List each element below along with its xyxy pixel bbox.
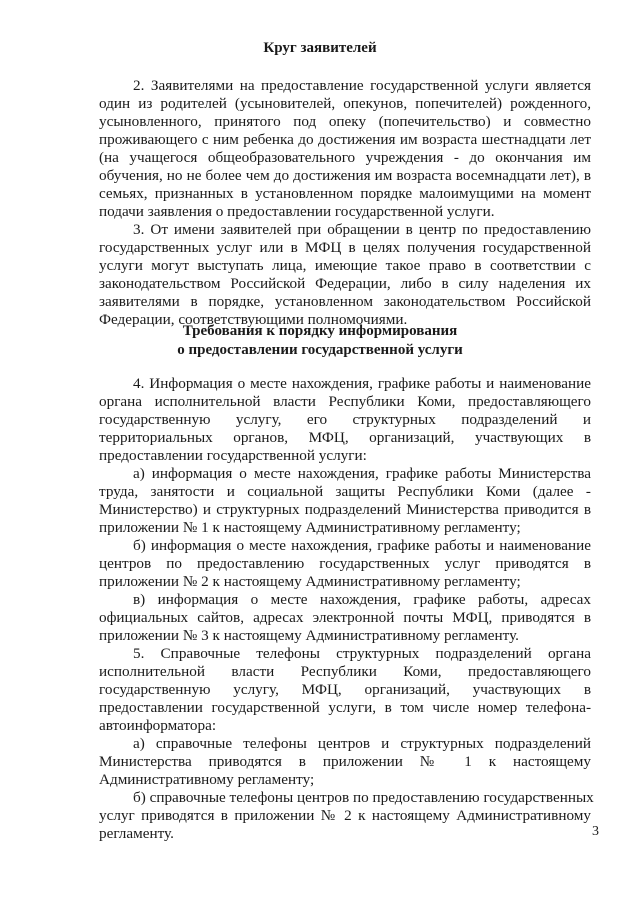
text-line: Административному регламенту; [99,771,315,788]
text-line: государственную услугу, МФЦ, организаций, участвующих в [99,681,591,698]
text-line: приложении № 1 к настоящему Административному регламенту; [99,519,521,536]
section-heading: о предоставлении государственной услуги [177,342,463,358]
text-line: (на учащегося общеобразовательного учреждения - до окончания им [99,149,591,166]
text-line: труда, занятости и социальной защиты Республики Коми (далее - [99,483,591,500]
text-line: 5. Справочные телефоны структурных подразделений органа [133,645,591,662]
text-line: регламенту. [99,825,174,842]
text-line: территориальных органов, МФЦ, организаций, участвующих в [99,429,591,446]
text-line: проживающего с ним ребенка до достижения им возраста шестнадцати лет [99,131,591,148]
text-line: семьях, признанных в установленном порядке малоимущими на момент [99,185,591,202]
text-line: государственных услуг или в МФЦ в целях получения государственной [99,239,591,256]
text-line: органа исполнительной власти Республики Коми, предоставляющего [99,393,591,410]
text-line: один из родителей (усыновителей, опекунов, попечителей) рожденного, [99,95,591,112]
text-line: центров по предоставлению государственных услуг приводятся в [99,555,591,572]
text-line: приложении № 2 к настоящему Административному регламенту; [99,573,521,590]
section-heading: Требования к порядку информирования [182,323,458,339]
text-line: усыновленного, принятого под опеку (попечительство) и совместно [99,113,591,130]
text-line: услуг приводятся в приложении № 2 к настоящему Административному [99,807,591,824]
text-line: предоставлении государственной услуги: [99,447,367,464]
text-line: а) информация о месте нахождения, графике работы Министерства [133,465,591,482]
text-line: б) информация о месте нахождения, графике работы и наименование [133,537,591,554]
text-line: обучения, но не более чем до достижения им возраста восемнадцати лет), в [99,167,591,184]
text-line: в) информация о месте нахождения, графике работы, адресах [133,591,591,608]
text-line: Министерство) и структурных подразделений Министерства приводится в [99,501,591,518]
text-line: 4. Информация о месте нахождения, графике работы и наименование [133,375,591,392]
text-line: приложении № 3 к настоящему Административному регламенту. [99,627,519,644]
text-line: заявителями в порядке, установленном законодательством Российской [99,293,591,310]
text-line: законодательством Российской Федерации, либо в силу наделения их [99,275,591,292]
text-line: государственную услугу, его структурных подразделений и [99,411,591,428]
text-line: Федерации, соответствующими полномочиями. [99,311,408,328]
page-number: 3 [592,824,599,839]
text-line: 2. Заявителями на предоставление государственной услуги является [133,77,591,94]
text-line: подачи заявления о предоставлении государственной услуги. [99,203,495,220]
text-line: услуги могут выступать лица, имеющие такое право в соответствии с [99,257,591,274]
text-line: официальных сайтов, адресах электронной почты МФЦ, приводятся в [99,609,591,626]
text-line: исполнительной власти Республики Коми, предоставляющего [99,663,591,680]
text-line: предоставлении государственной услуги, в том числе номер телефона- [99,699,591,716]
text-line: Министерства приводятся в приложении № 1 к настоящему [99,753,591,770]
section-heading: Круг заявителей [263,40,377,56]
text-line: автоинформатора: [99,717,217,734]
text-line: б) справочные телефоны центров по предоставлению государственных [133,789,594,806]
text-line: 3. От имени заявителей при обращении в центр по предоставлению [133,221,591,238]
text-line: а) справочные телефоны центров и структурных подразделений [133,735,591,752]
